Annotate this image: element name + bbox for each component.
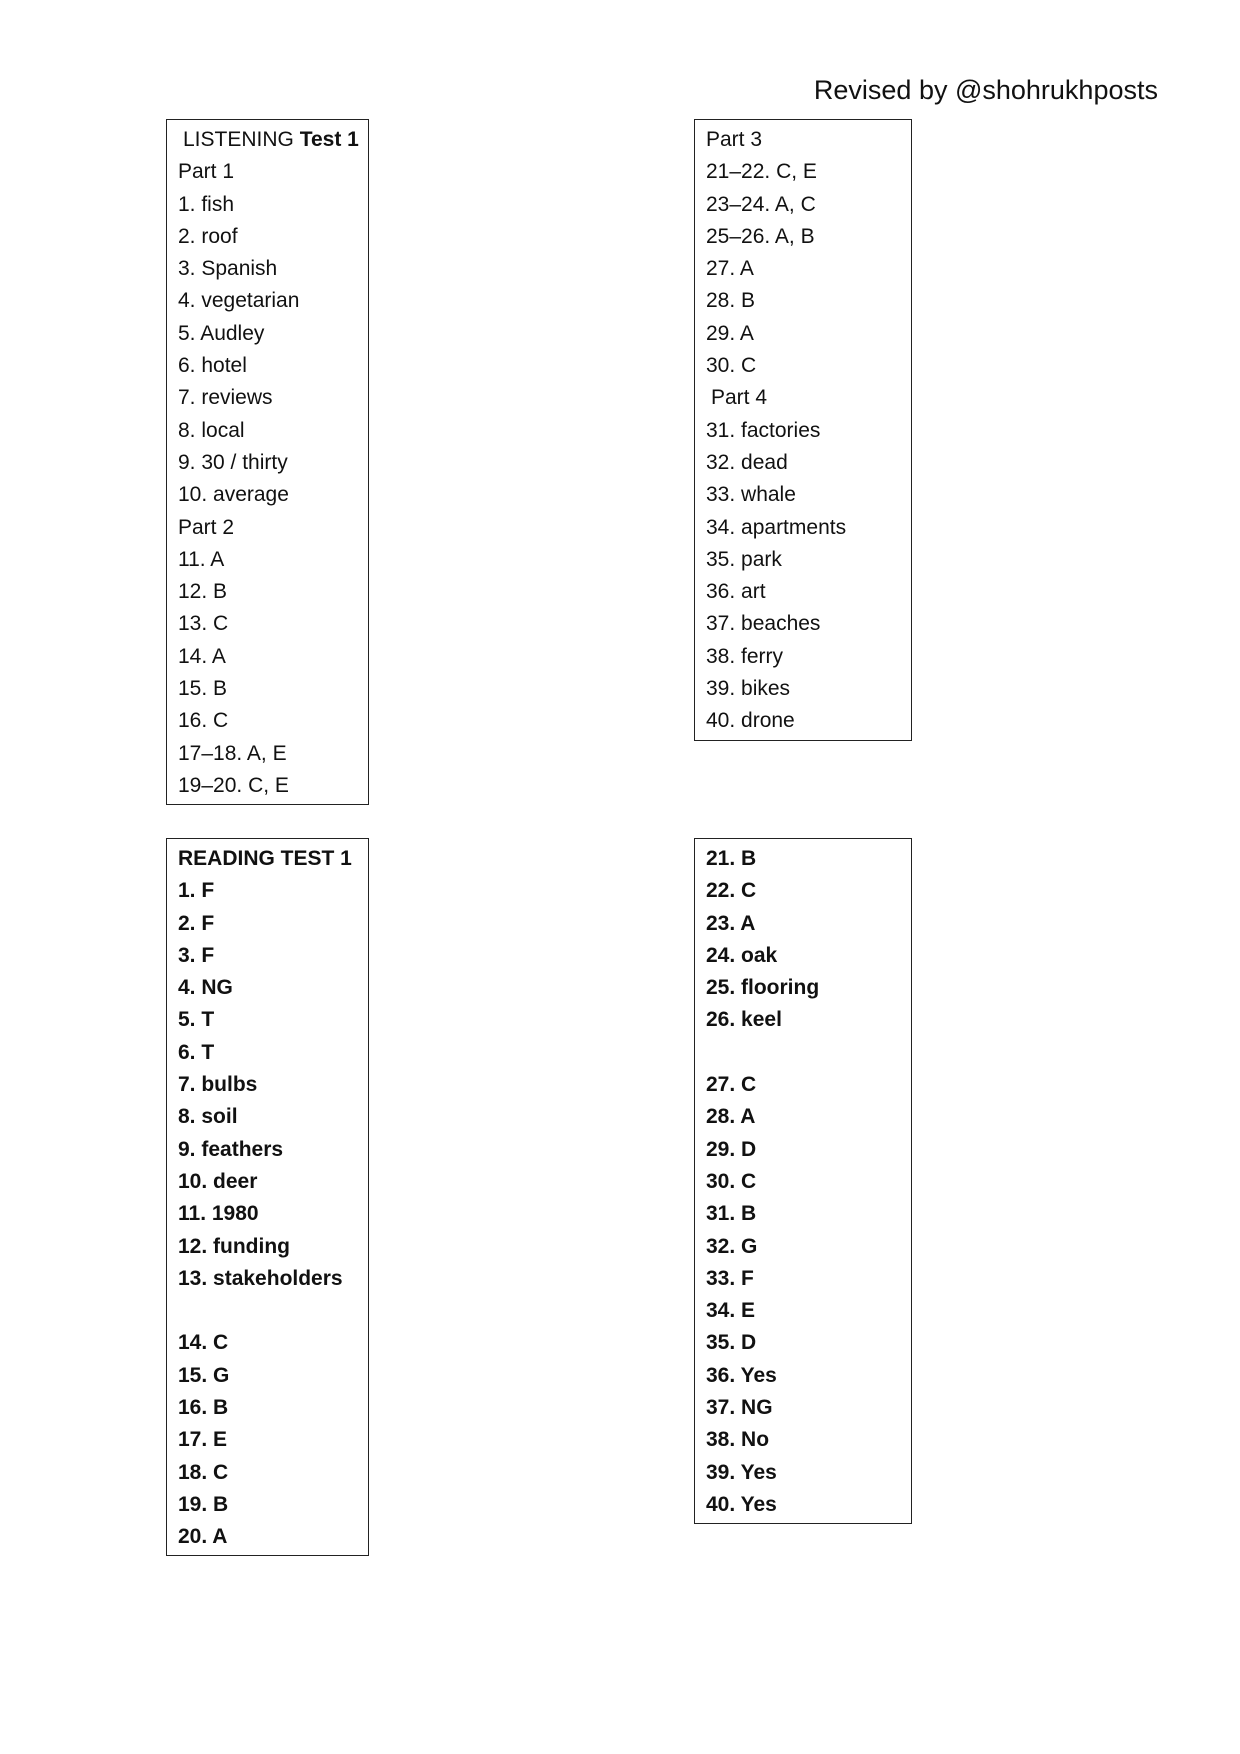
answer-item: 1. F — [178, 879, 215, 903]
answer-item: 4. NG — [178, 976, 233, 1000]
answer-item: 37. NG — [706, 1396, 773, 1420]
reading-group-1-answers — [178, 875, 368, 1295]
answer-item: 26. keel — [706, 1008, 782, 1032]
answer-item: 12. B — [178, 580, 228, 604]
answer-item: 10. deer — [178, 1169, 258, 1193]
answer-item: 11. 1980 — [178, 1202, 259, 1226]
answer-item: 31. B — [706, 1202, 757, 1226]
reading-answers-box-left — [166, 838, 369, 1556]
answer-item: 15. G — [178, 1363, 230, 1387]
listening-answers-box-right — [694, 119, 912, 741]
answer-item: 13. C — [178, 612, 229, 636]
answer-item: 2. roof — [178, 224, 238, 248]
answer-item: 34. E — [706, 1299, 756, 1323]
answer-item: 21. B — [706, 847, 757, 870]
answer-item: 38. ferry — [706, 644, 784, 668]
answer-item: 29. A — [706, 321, 754, 345]
answer-item: 6. T — [178, 1040, 215, 1064]
answer-item: 2. F — [178, 911, 215, 935]
answer-item: 16. C — [178, 709, 229, 733]
answer-item: 23. A — [706, 911, 756, 935]
answer-item: 29. D — [706, 1137, 757, 1161]
credit-text: Revised by @shohrukhposts — [813, 75, 1158, 105]
answer-item: 10. average — [178, 483, 289, 507]
listening-title-plain: LISTENING — [183, 128, 300, 151]
spacer — [178, 1295, 368, 1327]
answer-item: 33. F — [706, 1266, 754, 1290]
answer-item: 28. A — [706, 1105, 756, 1129]
reading-answers-box-right — [694, 838, 912, 1524]
answer-item: 23–24. A, C — [706, 192, 816, 216]
answer-item: 19. B — [178, 1492, 229, 1516]
reading-group-4-answers — [706, 1069, 911, 1521]
answer-item: 14. C — [178, 1331, 229, 1355]
answer-item: 19–20. C, E — [178, 773, 289, 797]
part-2-heading: Part 2 — [178, 515, 235, 539]
answer-item: 39. Yes — [706, 1460, 777, 1484]
listening-title-bold: Test 1 — [299, 128, 359, 151]
answer-item: 28. B — [706, 289, 756, 313]
answer-item: 5. T — [178, 1008, 215, 1032]
reading-group-2-answers — [178, 1327, 368, 1553]
answer-item: 11. A — [178, 547, 225, 571]
answer-item: 40. drone — [706, 709, 795, 733]
answer-item: 35. D — [706, 1331, 757, 1355]
answer-item: 34. apartments — [706, 515, 847, 539]
part-2-answers — [178, 544, 368, 802]
answer-item: 33. whale — [706, 483, 796, 507]
answer-item: 1. fish — [178, 192, 235, 216]
answer-item: 16. B — [178, 1396, 229, 1420]
answer-item: 7. bulbs — [178, 1073, 258, 1097]
part-1-heading: Part 1 — [178, 160, 235, 184]
answer-item: 7. reviews — [178, 386, 273, 410]
answer-item: 25–26. A, B — [706, 224, 815, 248]
answer-item: 30. C — [706, 354, 757, 378]
answer-item: 8. local — [178, 418, 245, 442]
answer-item: 9. 30 / thirty — [178, 450, 288, 474]
answer-item: 3. F — [178, 943, 215, 967]
answer-item: 5. Audley — [178, 321, 265, 345]
answer-item: 27. A — [706, 257, 754, 281]
part-3-answers — [706, 156, 911, 382]
answer-item: 17–18. A, E — [178, 741, 287, 765]
spacer — [706, 1037, 911, 1069]
answer-item: 15. B — [178, 677, 228, 701]
answer-item: 37. beaches — [706, 612, 821, 636]
answer-item: 27. C — [706, 1073, 757, 1097]
part-4-heading: Part 4 — [711, 386, 768, 410]
listening-answers-box-left — [166, 119, 369, 805]
answer-item: 32. G — [706, 1234, 758, 1258]
part-1-answers — [178, 189, 368, 512]
part-3-heading: Part 3 — [706, 128, 763, 151]
answer-item: 12. funding — [178, 1234, 290, 1258]
answer-item: 8. soil — [178, 1105, 238, 1129]
answer-item: 22. C — [706, 879, 757, 903]
answer-item: 4. vegetarian — [178, 289, 300, 313]
answer-item: 14. A — [178, 644, 226, 668]
answer-item: 40. Yes — [706, 1492, 777, 1516]
answer-item: 6. hotel — [178, 354, 247, 378]
answer-item: 31. factories — [706, 418, 821, 442]
reading-title: READING TEST 1 — [178, 847, 352, 870]
answer-item: 35. park — [706, 547, 782, 571]
answer-item: 38. No — [706, 1428, 770, 1452]
answer-item: 39. bikes — [706, 677, 791, 701]
answer-item: 24. oak — [706, 943, 778, 967]
answer-item: 21–22. C, E — [706, 160, 817, 184]
answer-item: 32. dead — [706, 450, 788, 474]
answer-item: 13. stakeholders — [178, 1266, 343, 1290]
answer-item: 30. C — [706, 1169, 757, 1193]
answer-item: 3. Spanish — [178, 257, 278, 281]
part-4-answers — [706, 415, 911, 738]
answer-item: 36. Yes — [706, 1363, 777, 1387]
reading-group-3-answers — [706, 843, 911, 1037]
answer-item: 25. flooring — [706, 976, 820, 1000]
answer-item: 17. E — [178, 1428, 228, 1452]
answer-item: 36. art — [706, 580, 766, 604]
listening-title — [178, 124, 368, 156]
answer-item: 18. C — [178, 1460, 229, 1484]
answer-item: 20. A — [178, 1525, 228, 1549]
answer-item: 9. feathers — [178, 1137, 284, 1161]
